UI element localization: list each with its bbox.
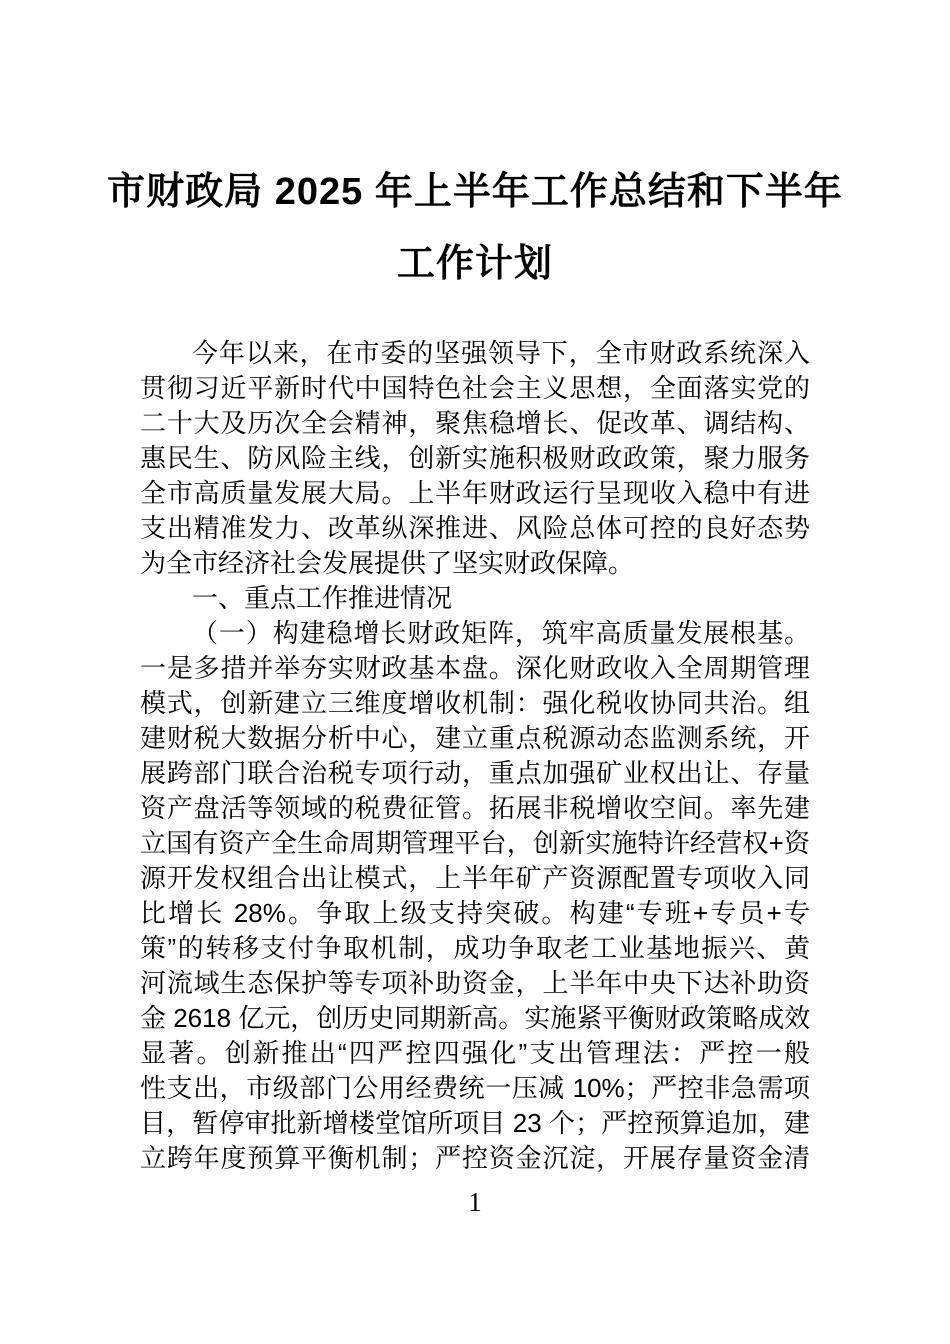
text-line: 立跨年度预算平衡机制；严控资金沉淀，开展存量资金清 [140,1143,810,1173]
text-line: 显著。创新推出“四严控四强化”支出管理法：严控一般 [140,1038,810,1068]
page-number: 1 [468,1187,482,1217]
text-line: 贯彻习近平新时代中国特色社会主义思想，全面落实党的 [140,373,810,403]
text-line: 目，暂停审批新增楼堂馆所项目 23 个；严控预算追加，建 [140,1108,810,1138]
title-line-1: 市财政局 2025 年上半年工作总结和下半年 [107,171,843,213]
text-line: 全市高质量发展大局。上半年财政运行呈现收入稳中有进 [140,478,810,508]
document-title [0,0,950,300]
section-heading: 一、重点工作推进情况 [192,583,453,613]
text-line: 模式，创新建立三维度增收机制：强化税收协同共治。组 [140,688,810,718]
text-line: 一是多措并举夯实财政基本盘。深化财政收入全周期管理 [140,653,810,683]
document-body [140,336,810,1176]
text-line: 惠民生、防风险主线，创新实施积极财政政策，聚力服务 [140,443,810,473]
text-line: 展跨部门联合治税专项行动，重点加强矿业权出让、存量 [140,758,810,788]
text-line: 建财税大数据分析中心，建立重点税源动态监测系统，开 [140,723,810,753]
text-line: 资产盘活等领域的税费征管。拓展非税增收空间。率先建 [140,793,810,823]
text-line: 为全市经济社会发展提供了坚实财政保障。 [140,548,635,578]
text-line: 河流域生态保护等专项补助资金，上半年中央下达补助资 [140,968,810,998]
subsection-heading-line: （一）构建稳增长财政矩阵，筑牢高质量发展根基。 [192,618,810,648]
text-line: 源开发权组合出让模式，上半年矿产资源配置专项收入同 [140,863,810,893]
text-line: 二十大及历次全会精神，聚焦稳增长、促改革、调结构、 [140,408,810,438]
text-line: 性支出，市级部门公用经费统一压减 10%；严控非急需项 [140,1073,810,1103]
text-line: 策”的转移支付争取机制，成功争取老工业基地振兴、黄 [140,933,810,963]
title-line-2: 工作计划 [396,243,553,285]
text-line: 立国有资产全生命周期管理平台，创新实施特许经营权+资 [140,828,810,858]
text-line: 金 2618 亿元，创历史同期新高。实施紧平衡财政策略成效 [140,1003,811,1033]
text-line: 比增长 28%。争取上级支持突破。构建“专班+专员+专 [140,898,810,928]
text-line: 支出精准发力、改革纵深推进、风险总体可控的良好态势 [140,513,810,543]
text-line: 今年以来，在市委的坚强领导下，全市财政系统深入 [192,338,810,368]
